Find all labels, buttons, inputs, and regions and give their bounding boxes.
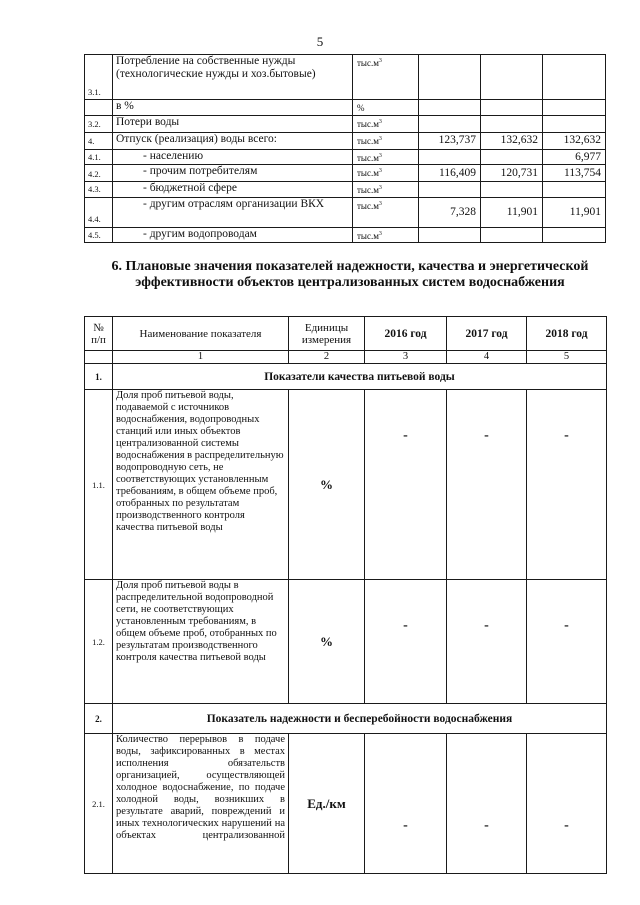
section-number: 1. [85,364,113,390]
value-2018: - [527,580,607,704]
value-2016 [419,55,481,100]
value-2018 [543,115,606,132]
value-2016: 123,737 [419,132,481,149]
water-balance-table [84,54,606,243]
table-row [85,182,606,198]
value-2018 [543,100,606,116]
column-number: 4 [447,351,527,364]
row-number: 1.2. [85,580,113,704]
row-unit [353,115,419,132]
unit-text: тыс.м [357,152,379,163]
header-2017: 2017 год [447,317,527,351]
value-2017 [481,149,543,165]
row-unit [353,182,419,198]
column-number: 1 [113,351,289,364]
value-2016 [419,100,481,116]
row-name: Потери воды [113,115,353,132]
row-name: - прочим потребителям [113,165,353,182]
unit-text: тыс.м [357,168,379,178]
row-name: - другим отраслям организации ВКХ [113,197,353,227]
value-2017 [481,55,543,100]
table-row [85,165,606,182]
value-2018 [543,182,606,198]
table-row [85,115,606,132]
unit-text: тыс.м [357,135,379,146]
value-2017 [481,115,543,132]
unit-text: тыс.м [357,200,379,211]
section-number: 2. [85,704,113,734]
row-number: 4. [85,132,113,149]
table-row [85,390,607,580]
value-2018: 6,977 [543,149,606,165]
value-2016 [419,227,481,243]
row-number [85,100,113,116]
value-2018: 132,632 [543,132,606,149]
unit-superscript: 3 [378,185,382,191]
table-row [85,227,606,243]
row-number: 1.1. [85,390,113,580]
header-name: Наименование показателя [113,317,289,351]
row-number: 4.4. [85,197,113,227]
table-row [85,580,607,704]
row-number: 3.1. [85,55,113,100]
row-number: 3.2. [85,115,113,132]
unit-superscript: 3 [378,230,382,237]
value-2017: - [447,580,527,704]
unit-text: тыс.м [357,230,379,241]
unit-text: % [357,103,365,113]
row-unit [353,132,419,149]
indicator-name: Доля проб питьевой воды, подаваемой с источников водоснабжения, водопроводных станций или иных объектов централизованной системы водоснабжения в распределительную водопроводную сеть, не соответствующих установленным требованиям, в общем объеме проб, отобранных по результатам производственного контроля качества питьевой воды [113,390,289,580]
table-header-row [85,317,607,351]
row-number: 4.2. [85,165,113,182]
row-number: 4.1. [85,149,113,165]
column-number: 3 [365,351,447,364]
unit-superscript: 3 [378,152,382,159]
row-name: Потребление на собственные нужды (технологические нужды и хоз.бытовые) [113,55,353,100]
value-2017: - [447,390,527,580]
value-2018: 113,754 [543,165,606,182]
value-2018: - [527,390,607,580]
unit-superscript: 3 [378,168,382,174]
value-2017 [481,100,543,116]
indicator-name: Доля проб питьевой воды в распределительной водопроводной сети, не соответствующих установленным требованиям, в общем объеме проб, отобранных по результатам производственного контроля качества питьевой воды [113,580,289,704]
indicator-unit: Ед./км [289,734,365,874]
value-2016: 7,328 [419,197,481,227]
value-2017: 120,731 [481,165,543,182]
value-2017 [481,182,543,198]
row-unit [353,100,419,116]
unit-superscript: 3 [378,118,382,125]
indicators-table [84,316,607,874]
unit-text: тыс.м [357,185,379,195]
row-name: - населению [113,149,353,165]
value-2017: - [447,734,527,874]
indicator-name: Количество перерывов в подаче воды, зафиксированных в местах исполнения обязательств организацией, осуществляющей холодное водоснабжение, по подаче холодной воды, возникших в результате аварий, повреждений и иных технологических нарушений на объектах централизованной [113,734,289,874]
row-unit [353,55,419,100]
value-2016: - [365,734,447,874]
row-unit [353,149,419,165]
value-2016: - [365,390,447,580]
column-numbers-row [85,351,607,364]
row-name: в % [113,100,353,116]
page-number: 5 [316,34,324,49]
column-number: 5 [527,351,607,364]
unit-text: тыс.м [357,118,379,129]
indicator-unit: % [289,390,365,580]
row-number: 4.5. [85,227,113,243]
value-2018: - [527,734,607,874]
row-unit [353,227,419,243]
header-2018: 2018 год [527,317,607,351]
row-number: 4.3. [85,182,113,198]
header-num: № п/п [85,317,113,351]
row-number: 2.1. [85,734,113,874]
value-2016 [419,149,481,165]
value-2016 [419,182,481,198]
row-unit [353,197,419,227]
section-6-title: 6. Плановые значения показателей надежности, качества и энергетической эффективности объектов централизованных систем водоснабжения [111,259,589,290]
unit-superscript: 3 [378,58,382,64]
table-row [85,197,606,227]
table-row [85,734,607,874]
section-row [85,704,607,734]
row-unit [353,165,419,182]
value-2016: 116,409 [419,165,481,182]
value-2017: 132,632 [481,132,543,149]
row-name: - другим водопроводам [113,227,353,243]
section-title: Показатель надежности и бесперебойности водоснабжения [113,704,607,734]
header-unit: Единицы измерения [289,317,365,351]
table-row [85,100,606,116]
value-2016 [419,115,481,132]
unit-superscript: 3 [378,200,382,207]
header-2016: 2016 год [365,317,447,351]
value-2016: - [365,580,447,704]
value-2018: 11,901 [543,197,606,227]
section-row [85,364,607,390]
unit-superscript: 3 [378,135,382,142]
row-name: - бюджетной сфере [113,182,353,198]
value-2017 [481,227,543,243]
column-number-blank [85,351,113,364]
table-row [85,55,606,100]
value-2017: 11,901 [481,197,543,227]
value-2018 [543,55,606,100]
value-2018 [543,227,606,243]
table-row [85,149,606,165]
unit-text: тыс.м [357,58,379,68]
section-title: Показатели качества питьевой воды [113,364,607,390]
indicator-unit: % [289,580,365,704]
column-number: 2 [289,351,365,364]
table-row [85,132,606,149]
row-name: Отпуск (реализация) воды всего: [113,132,353,149]
